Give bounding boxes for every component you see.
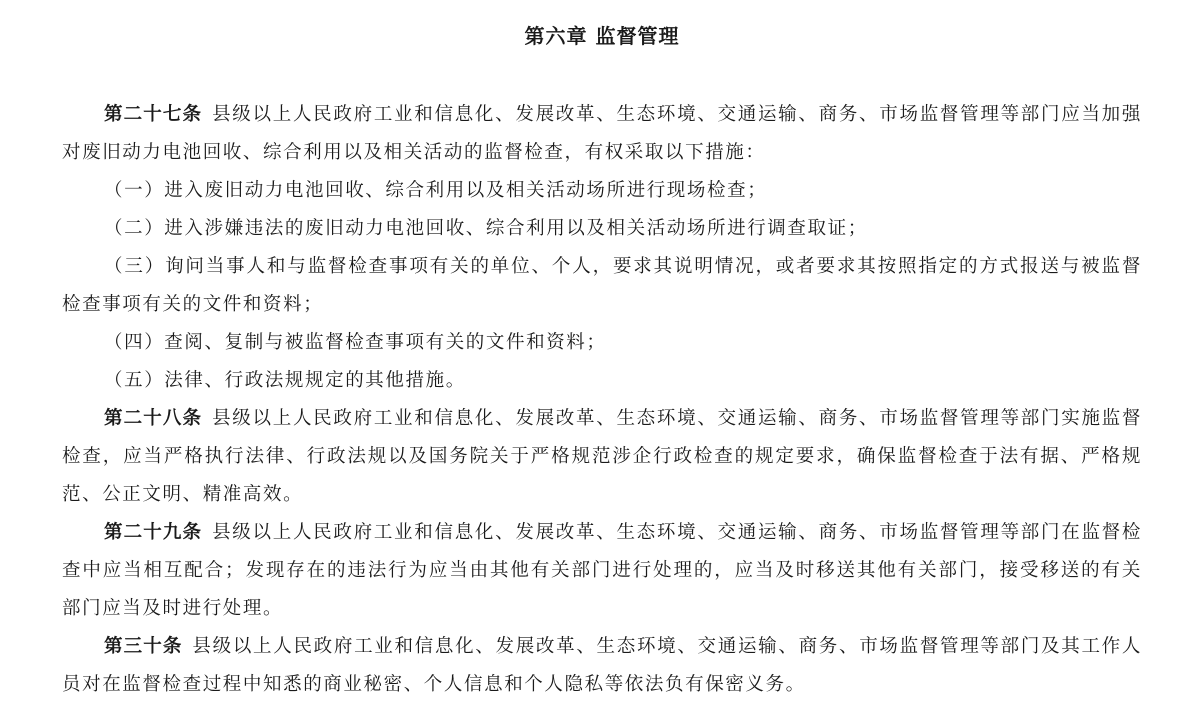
article-text: 县级以上人民政府工业和信息化、发展改革、生态环境、交通运输、商务、市场监督管理等部门及其工作人员对在监督检查过程中知悉的商业秘密、个人信息和个人隐私等依法负有保密义务。 — [62, 636, 1142, 695]
article-28 — [62, 400, 1142, 514]
article-29 — [62, 514, 1142, 628]
list-item: （一）进入废旧动力电池回收、综合利用以及相关活动场所进行现场检查； — [104, 180, 768, 201]
article-text: 县级以上人民政府工业和信息化、发展改革、生态环境、交通运输、商务、市场监督管理等部门在监督检查中应当相互配合；发现存在的违法行为应当由其他有关部门进行处理的，应当及时移送其他有关部门，接受移送的有关部门应当及时进行处理。 — [62, 522, 1142, 619]
article-30 — [62, 628, 1142, 704]
list-item: （五）法律、行政法规规定的其他措施。 — [104, 370, 466, 391]
article-number: 第二十七条 — [104, 104, 203, 125]
chapter-title: 第六章 监督管理 — [524, 24, 680, 48]
article-number: 第二十九条 — [104, 522, 203, 543]
list-item: （二）进入涉嫌违法的废旧动力电池回收、综合利用以及相关活动场所进行调查取证； — [104, 218, 868, 239]
article-number: 第三十条 — [104, 636, 183, 657]
article-27 — [62, 96, 1142, 172]
list-item: （三）询问当事人和与监督检查事项有关的单位、个人，要求其说明情况，或者要求其按照指定的方式报送与被监督检查事项有关的文件和资料； — [62, 256, 1142, 315]
spacer — [62, 76, 1142, 96]
article-text: 县级以上人民政府工业和信息化、发展改革、生态环境、交通运输、商务、市场监督管理等部门实施监督检查，应当严格执行法律、行政法规以及国务院关于严格规范涉企行政检查的规定要求，确保监督检查于法有据、严格规范、公正文明、精准高效。 — [62, 408, 1142, 505]
list-item: （四）查阅、复制与被监督检查事项有关的文件和资料； — [104, 332, 607, 353]
article-number: 第二十八条 — [104, 408, 203, 429]
document-page — [62, 0, 1142, 704]
article-text: 县级以上人民政府工业和信息化、发展改革、生态环境、交通运输、商务、市场监督管理等部门应当加强对废旧动力电池回收、综合利用以及相关活动的监督检查，有权采取以下措施： — [62, 104, 1142, 163]
